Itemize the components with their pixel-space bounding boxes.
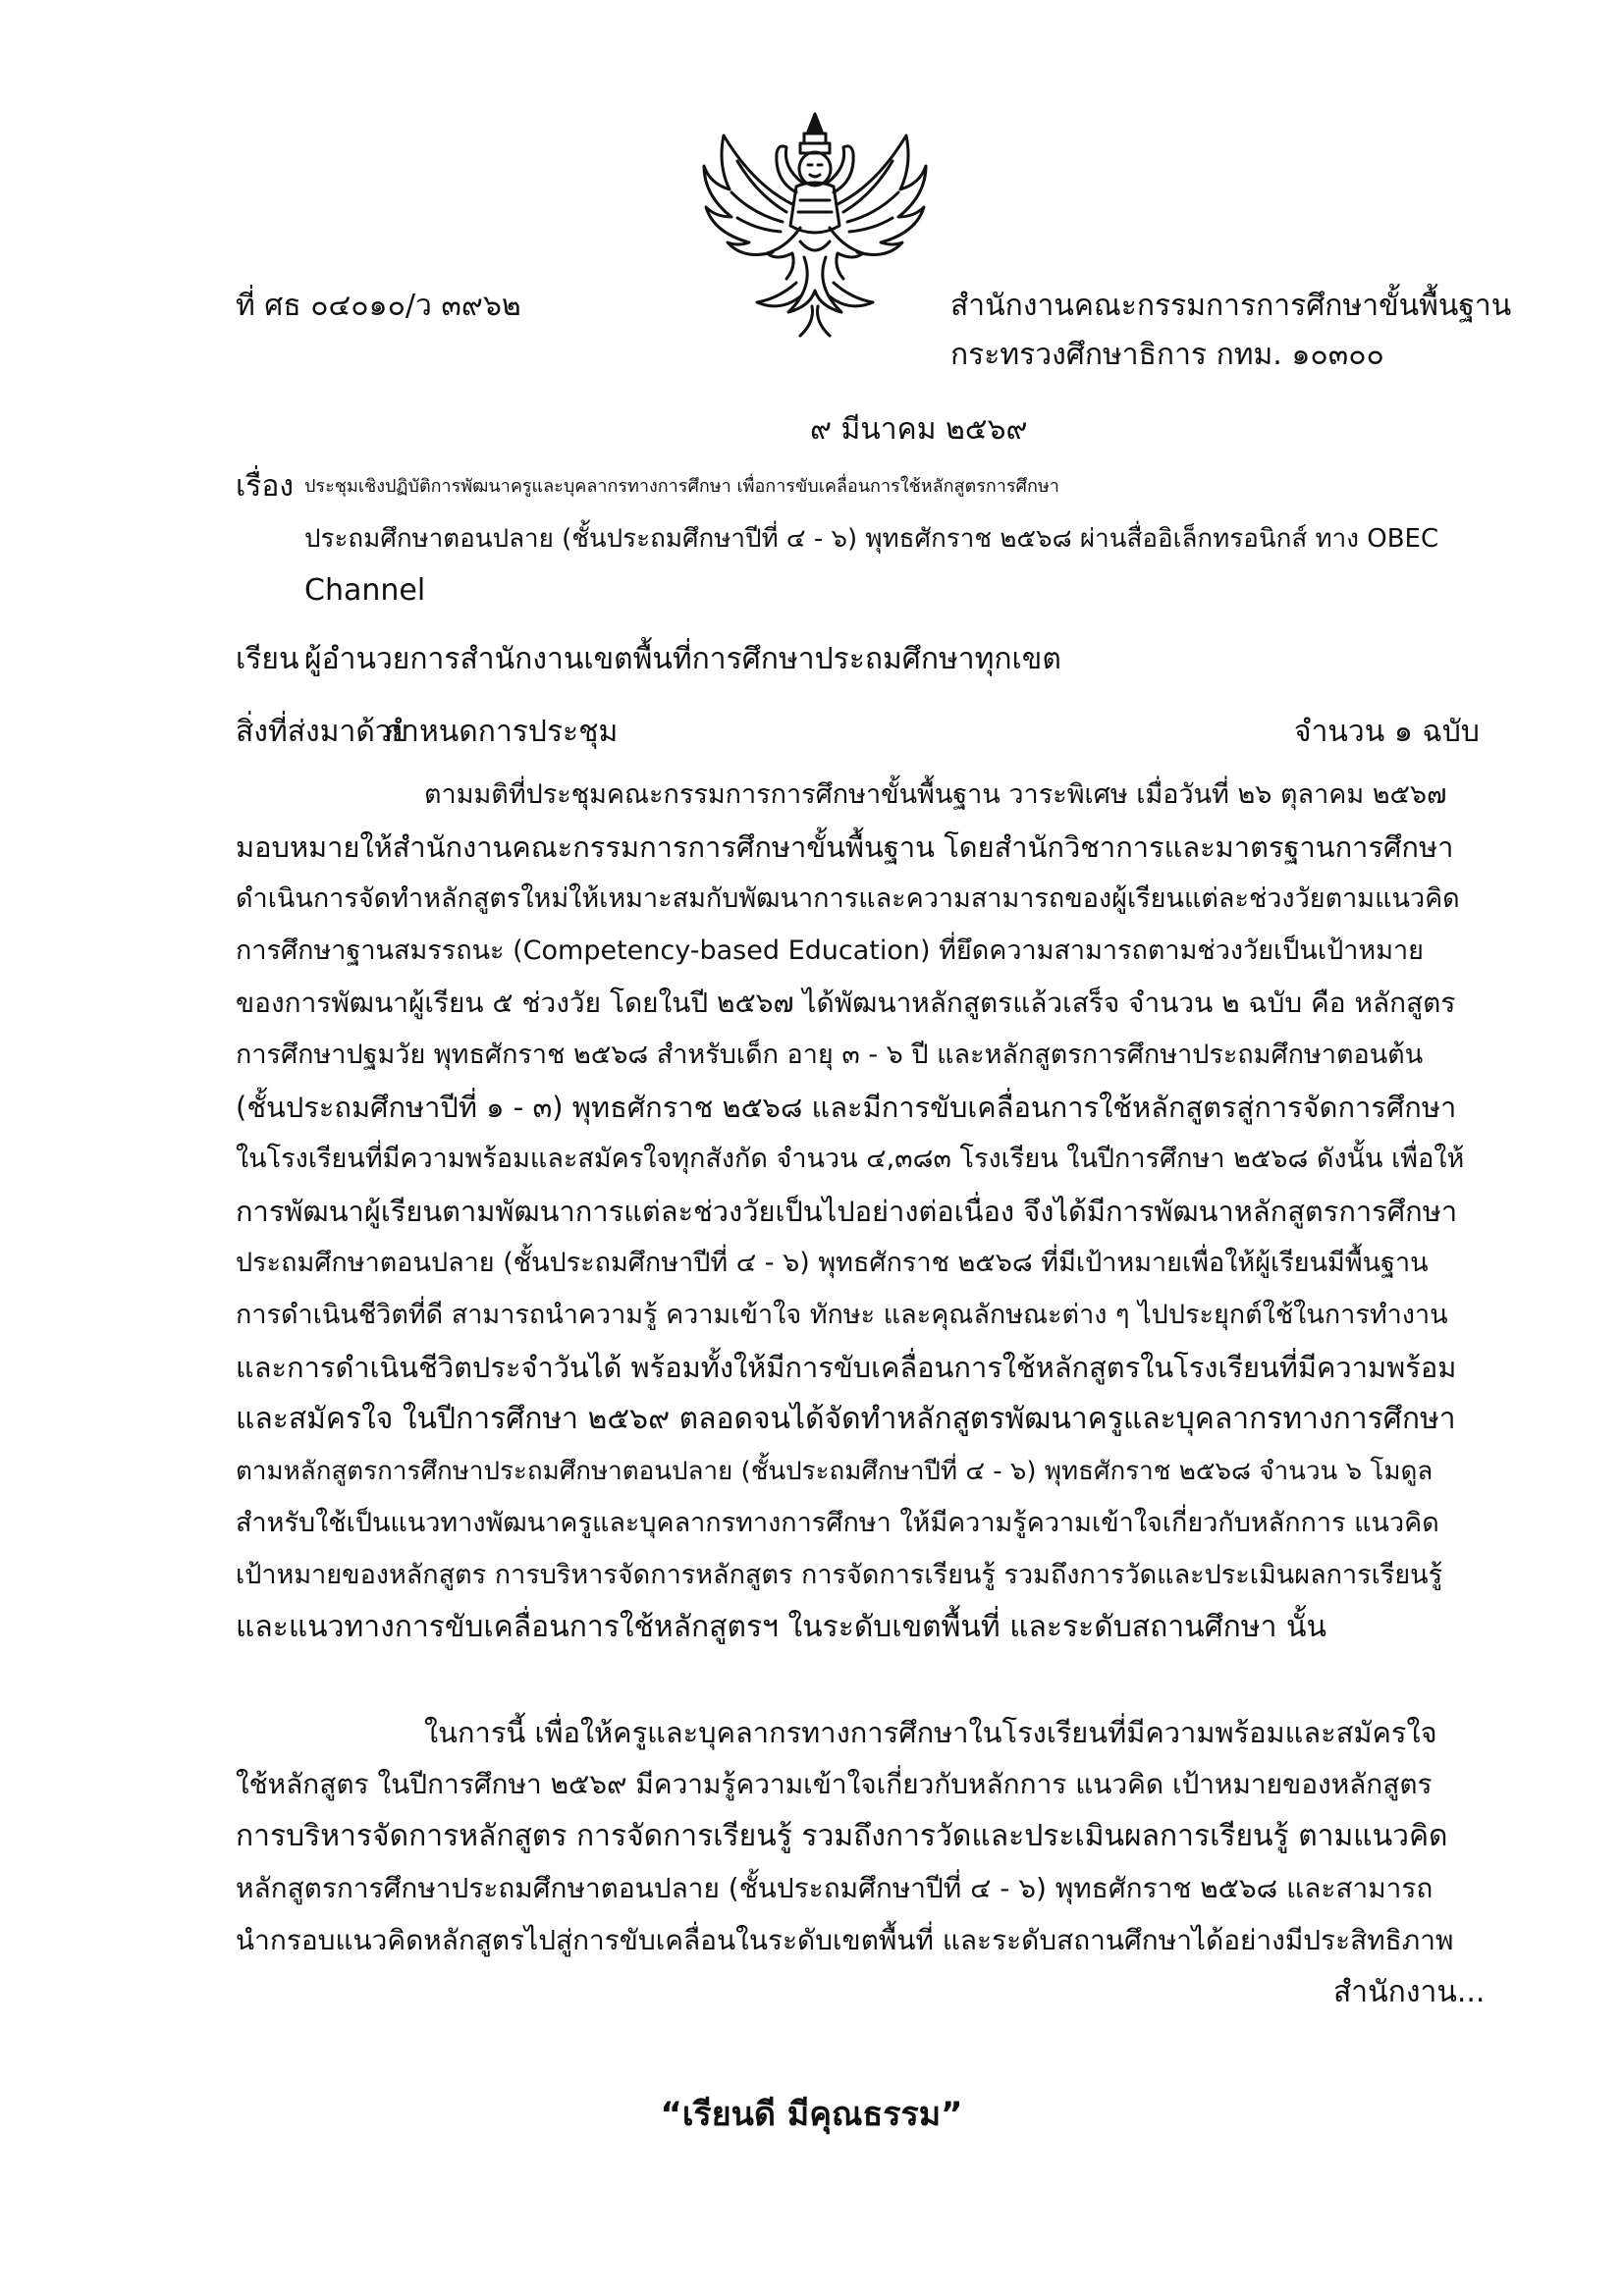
paragraph-line: และการดำเนินชีวิตประจำวันได้ พร้อมทั้งให้มีการขับเคลื่อนการใช้หลักสูตรในโรงเรียนที่มีความพร้อม xyxy=(236,1351,1457,1384)
office-address: กระทรวงศึกษาธิการ กทม. ๑๐๓๐๐ xyxy=(950,338,1384,372)
paragraph-line: และแนวทางการขับเคลื่อนการใช้หลักสูตรฯ ในระดับเขตพื้นที่ และระดับสถานศึกษา นั้น xyxy=(236,1610,1326,1644)
garuda-emblem-icon xyxy=(702,110,928,344)
paragraph-line: ใช้หลักสูตร ในปีการศึกษา ๒๕๖๙ มีความรู้ความเข้าใจเกี่ยวกับหลักการ แนวคิด เป้าหมายของหลักสูตร xyxy=(236,1768,1433,1800)
paragraph-line: (ชั้นประถมศึกษาปีที่ ๑ - ๓) พุทธศักราช ๒๕๖๘ และมีการขับเคลื่อนการใช้หลักสูตรสู่การจัดการศึกษา xyxy=(236,1091,1457,1124)
recipient-value: ผู้อำนวยการสำนักงานเขตพื้นที่การศึกษาประถมศึกษาทุกเขต xyxy=(304,642,1061,676)
enclosure-count: จำนวน ๑ ฉบับ xyxy=(1294,715,1480,749)
document-number: ที่ ศธ ๐๔๐๑๐/ว ๓๙๖๒ xyxy=(236,289,521,323)
paragraph-line: การพัฒนาผู้เรียนตามพัฒนาการแต่ละช่วงวัยเป็นไปอย่างต่อเนื่อง จึงได้มีการพัฒนาหลักสูตรการศึกษา xyxy=(236,1195,1458,1228)
paragraph-line: เป้าหมายของหลักสูตร การบริหารจัดการหลักสูตร การจัดการเรียนรู้ รวมถึงการวัดและประเมินผลการเรียนรู้ xyxy=(236,1560,1443,1590)
subject-text xyxy=(304,467,1438,623)
office-name: สำนักงานคณะกรรมการการศึกษาขั้นพื้นฐาน xyxy=(950,289,1512,323)
paragraph-line: ดำเนินการจัดทำหลักสูตรใหม่ให้เหมาะสมกับพัฒนาการและความสามารถของผู้เรียนแต่ละช่วงวัยตามแนวคิด xyxy=(236,883,1460,914)
body-paragraph-1 xyxy=(236,775,1465,1660)
paragraph-line: และสมัครใจ ในปีการศึกษา ๒๕๖๙ ตลอดจนได้จัดทำหลักสูตรพัฒนาครูและบุคลากรทางการศึกษา xyxy=(236,1402,1456,1436)
subject-label: เรื่อง xyxy=(236,469,295,504)
paragraph-line: การศึกษาฐานสมรรถนะ (Competency-based Education) ที่ยึดความสามารถตามช่วงวัยเป็นเป้าหมาย xyxy=(236,935,1424,966)
paragraph-line: การบริหารจัดการหลักสูตร การจัดการเรียนรู้ รวมถึงการวัดและประเมินผลการเรียนรู้ ตามแนวคิด xyxy=(236,1819,1448,1853)
document-date: ๙ มีนาคม ๒๕๖๙ xyxy=(810,412,1028,447)
motto: “เรียนดี มีคุณธรรม” xyxy=(660,2095,963,2134)
enclosure-label: สิ่งที่ส่งมาด้วย xyxy=(236,715,409,749)
paragraph-line: ในโรงเรียนที่มีความพร้อมและสมัครใจทุกสังกัด จำนวน ๔,๓๘๓ โรงเรียน ในปีการศึกษา ๒๕๖๘ ดังนั้น เพื่อให้ xyxy=(236,1144,1465,1174)
paragraph-line: ตามหลักสูตรการศึกษาประถมศึกษาตอนปลาย (ชั้นประถมศึกษาปีที่ ๔ - ๖) พุทธศักราช ๒๕๖๘ จำนวน ๖ โมดูล xyxy=(236,1457,1434,1486)
subject-line: Channel xyxy=(304,573,426,608)
recipient-label: เรียน xyxy=(236,642,299,676)
paragraph-line: ในการนี้ เพื่อให้ครูและบุคลากรทางการศึกษาในโรงเรียนที่มีความพร้อมและสมัครใจ xyxy=(424,1716,1437,1749)
paragraph-line: การศึกษาปฐมวัย พุทธศักราช ๒๕๖๘ สำหรับเด็ก อายุ ๓ - ๖ ปี และหลักสูตรการศึกษาประถมศึกษาตอนต้น xyxy=(236,1040,1424,1070)
paragraph-line: สำหรับใช้เป็นแนวทางพัฒนาครูและบุคลากรทางการศึกษา ให้มีความรู้ความเข้าใจเกี่ยวกับหลักการ แนวคิด xyxy=(236,1508,1439,1538)
paragraph-line: ตามมติที่ประชุมคณะกรรมการการศึกษาขั้นพื้นฐาน วาระพิเศษ เมื่อวันที่ ๒๖ ตุลาคม ๒๕๖๗ xyxy=(424,779,1447,810)
paragraph-line: การดำเนินชีวิตที่ดี สามารถนำความรู้ ความเข้าใจ ทักษะ และคุณลักษณะต่าง ๆ ไปประยุกต์ใช้ในการทำงาน xyxy=(236,1300,1448,1330)
subject-line: ประถมศึกษาตอนปลาย (ชั้นประถมศึกษาปีที่ ๔ - ๖) พุทธศักราช ๒๕๖๘ ผ่านสื่ออิเล็กทรอนิกส์ ทาง OBEC xyxy=(304,524,1439,554)
enclosure-value: กำหนดการประชุม xyxy=(385,715,619,749)
body-paragraph-2 xyxy=(236,1713,1465,1973)
paragraph-line: นำกรอบแนวคิดหลักสูตรไปสู่การขับเคลื่อนในระดับเขตพื้นที่ และระดับสถานศึกษาได้อย่างมีประสิทธิภาพ xyxy=(236,1924,1454,1956)
paragraph-line: ประถมศึกษาตอนปลาย (ชั้นประถมศึกษาปีที่ ๔ - ๖) พุทธศักราช ๒๕๖๘ ที่มีเป้าหมายเพื่อให้ผู้เรียนมีพื้นฐาน xyxy=(236,1248,1429,1278)
subject-line: ประชุมเชิงปฏิบัติการพัฒนาครูและบุคลากรทางการศึกษา เพื่อการขับเคลื่อนการใช้หลักสูตรการศึกษา xyxy=(304,476,1059,497)
paragraph-line: ของการพัฒนาผู้เรียน ๕ ช่วงวัย โดยในปี ๒๕๖๗ ได้พัฒนาหลักสูตรแล้วเสร็จ จำนวน ๒ ฉบับ คือ หลักสูตร xyxy=(236,987,1456,1019)
paragraph-line: หลักสูตรการศึกษาประถมศึกษาตอนปลาย (ชั้นประถมศึกษาปีที่ ๔ - ๖) พุทธศักราช ๒๕๖๘ และสามารถ xyxy=(236,1872,1434,1904)
continuation-marker: สำนักงาน... xyxy=(1333,1975,1486,2009)
paragraph-line: มอบหมายให้สำนักงานคณะกรรมการการศึกษาขั้นพื้นฐาน โดยสำนักวิชาการและมาตรฐานการศึกษา xyxy=(236,830,1454,864)
